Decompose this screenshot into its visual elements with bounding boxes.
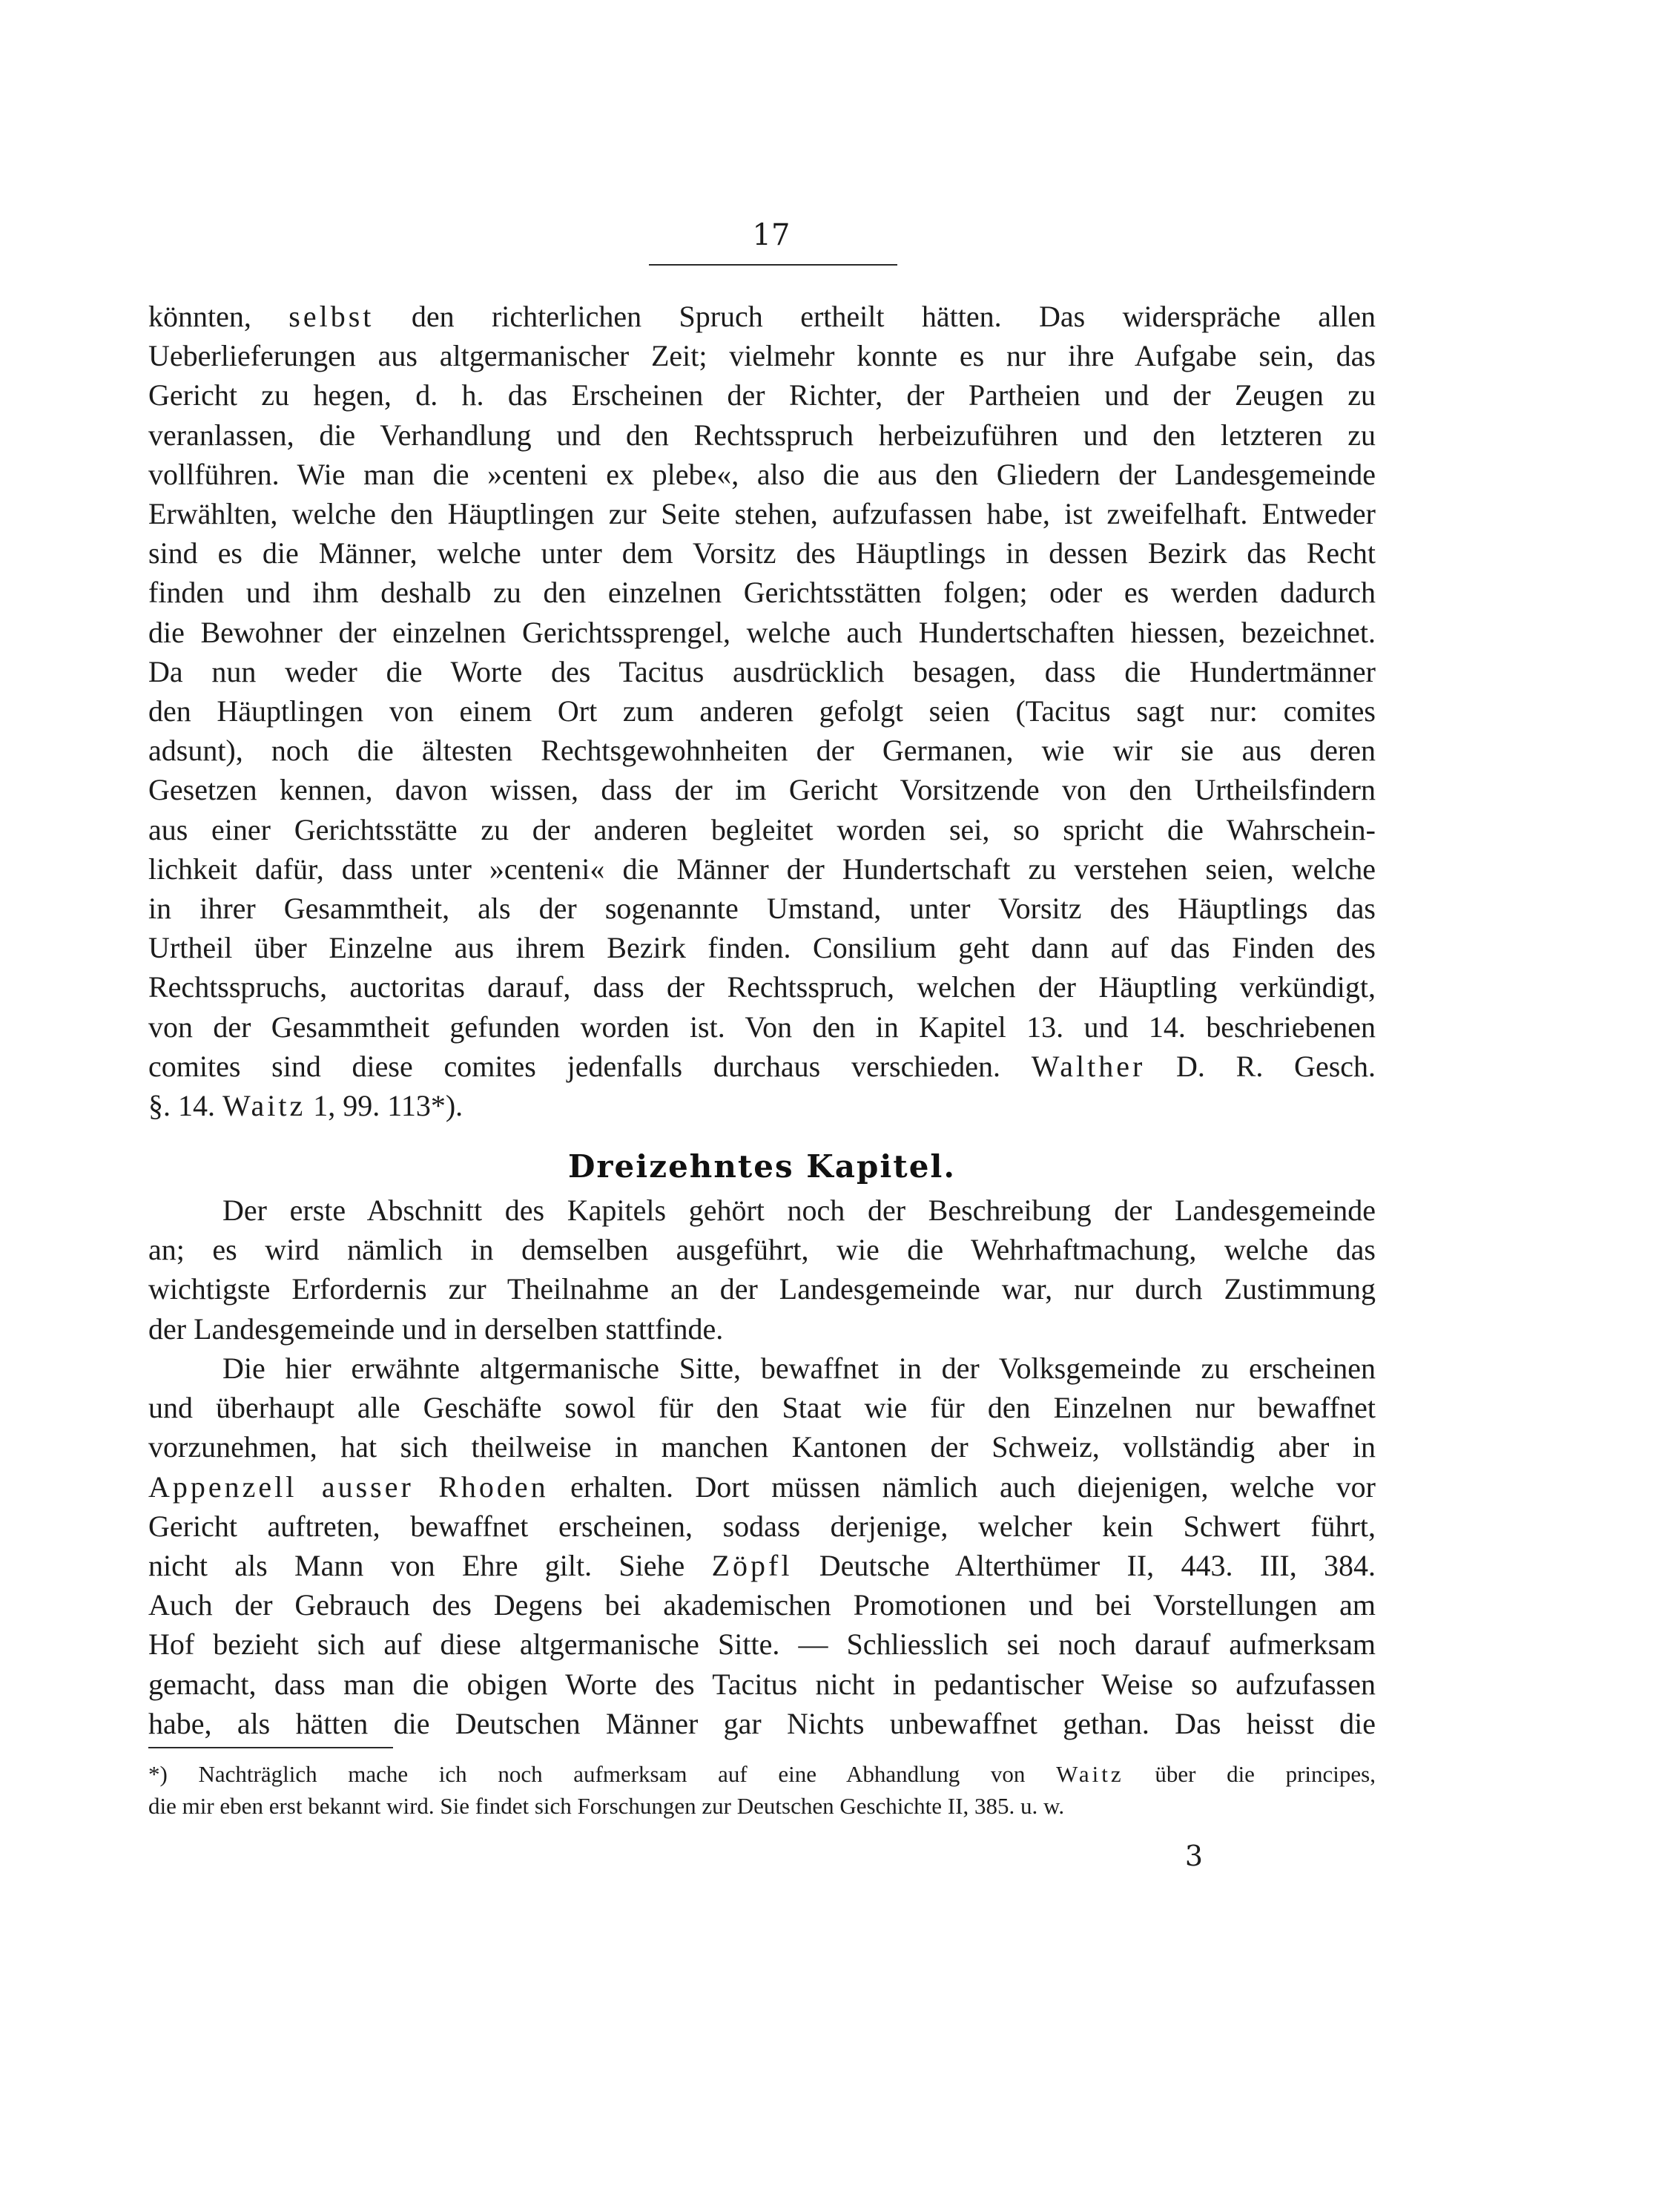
text-line: Gericht auftreten, bewaffnet erscheinen, sodass derjenige, welcher kein Schwert führt, [148,1509,1376,1543]
text-line: gemacht, dass man die obigen Worte des Tacitus nicht in pedantischer Weise so aufzufassen [148,1667,1376,1701]
text-line: Der erste Abschnitt des Kapitels gehört noch der Beschreibung der Landesgemeinde [222,1194,1376,1227]
paragraph-3 [148,1349,1376,1743]
text-line: vollführen. Wie man die »centeni ex plebe«, also die aus den Gliedern der Landesgemeinde [148,457,1376,491]
footnote-line: die mir eben erst bekannt wird. Sie findet sich Forschungen zur Deutschen Geschichte II, 385. u. w. [148,1793,1065,1819]
text-line: von der Gesammtheit gefunden worden ist. Von den in Kapitel 13. und 14. beschriebenen [148,1010,1376,1044]
text-line: Urtheil über Einzelne aus ihrem Bezirk finden. Consilium geht dann auf das Finden des [148,931,1376,965]
text-line: und überhaupt alle Geschäfte sowol für den Staat wie für den Einzelnen nur bewaffnet [148,1391,1376,1425]
text-line: Gericht zu hegen, d. h. das Erscheinen der Richter, der Partheien und der Zeugen zu [148,378,1376,412]
sheet-signature: 3 [1184,1840,1204,1872]
text-line: comites sind diese comites jedenfalls durchaus verschieden. Walther D. R. Gesch. [148,1049,1376,1083]
text-line: Hof bezieht sich auf diese altgermanische Sitte. — Schliesslich sei noch darauf aufmerksam [148,1627,1376,1662]
page-number: 17 [752,218,791,252]
text-line: Erwählten, welche den Häuptlingen zur Seite stehen, aufzufassen habe, ist zweifelhaft. Entweder [148,497,1376,531]
text-line: der Landesgemeinde und in derselben stattfinde. [148,1311,724,1346]
text-line: Die hier erwähnte altgermanische Sitte, bewaffnet in der Volksgemeinde zu erscheinen [222,1352,1376,1385]
text-line: Rechtsspruchs, auctoritas darauf, dass der Rechtsspruch, welchen der Häuptling verkündigt, [148,970,1376,1004]
text-line: Appenzell ausser Rhoden erhalten. Dort müssen nämlich auch diejenigen, welche vor [148,1469,1376,1504]
text-line: adsunt), noch die ältesten Rechtsgewohnheiten der Germanen, wie wir sie aus deren [148,734,1376,768]
text-line: nicht als Mann von Ehre gilt. Siehe Zöpfl Deutsche Alterthümer II, 443. III, 384. [148,1549,1376,1583]
text-line: lichkeit dafür, dass unter »centeni« die Männer der Hundertschaft zu verstehen seien, welche [148,852,1376,886]
text-line: Gesetzen kennen, davon wissen, dass der im Gericht Vorsitzende von den Urtheilsfindern [148,773,1376,807]
footnote [148,1758,1376,1822]
text-line: sind es die Männer, welche unter dem Vorsitz des Häuptlings in dessen Bezirk das Recht [148,536,1376,570]
footnote-line: *) Nachträglich mache ich noch aufmerksam auf eine Abhandlung von Waitz über die principes, [148,1761,1376,1787]
header-rule [649,264,897,266]
text-line: die Bewohner der einzelnen Gerichtssprengel, welche auch Hundertschaften hiessen, bezeichnet. [148,615,1376,649]
text-line: an; es wird nämlich in demselben ausgeführt, wie die Wehrhaftmachung, welche das [148,1233,1376,1267]
text-line: finden und ihm deshalb zu den einzelnen Gerichtsstätten folgen; oder es werden dadurch [148,576,1376,610]
text-line: den Häuptlingen von einem Ort zum anderen gefolgt seien (Tacitus sagt nur: comites [148,694,1376,728]
text-line: wichtigste Erfordernis zur Theilnahme an der Landesgemeinde war, nur durch Zustimmung [148,1272,1376,1306]
chapter-title: Dreizehntes Kapitel. [568,1148,956,1185]
text-line: könnten, selbst den richterlichen Spruch ertheilt hätten. Das widerspräche allen [148,300,1376,333]
paragraph-1 [148,297,1376,1125]
footnote-rule [148,1747,393,1748]
text-line: §. 14. Waitz 1, 99. 113*). [148,1089,463,1123]
text-line: Auch der Gebrauch des Degens bei akademischen Promotionen und bei Vorstellungen am [148,1588,1376,1622]
text-line: aus einer Gerichtsstätte zu der anderen begleitet worden sei, so spricht die Wahrschein- [148,812,1376,846]
text-line: Da nun weder die Worte des Tacitus ausdrücklich besagen, dass die Hundertmänner [148,654,1376,688]
text-line: veranlassen, die Verhandlung und den Rechtsspruch herbeizuführen und den letzteren zu [148,418,1376,452]
text-line: habe, als hätten die Deutschen Männer gar Nichts unbewaffnet gethan. Das heisst die [148,1706,1376,1740]
text-line: in ihrer Gesammtheit, als der sogenannte Umstand, unter Vorsitz des Häuptlings das [148,892,1376,926]
text-line: Ueberlieferungen aus altgermanischer Zeit; vielmehr konnte es nur ihre Aufgabe sein, das [148,339,1376,373]
paragraph-2 [148,1191,1376,1349]
text-line: vorzunehmen, hat sich theilweise in manchen Kantonen der Schweiz, vollständig aber in [148,1430,1376,1464]
